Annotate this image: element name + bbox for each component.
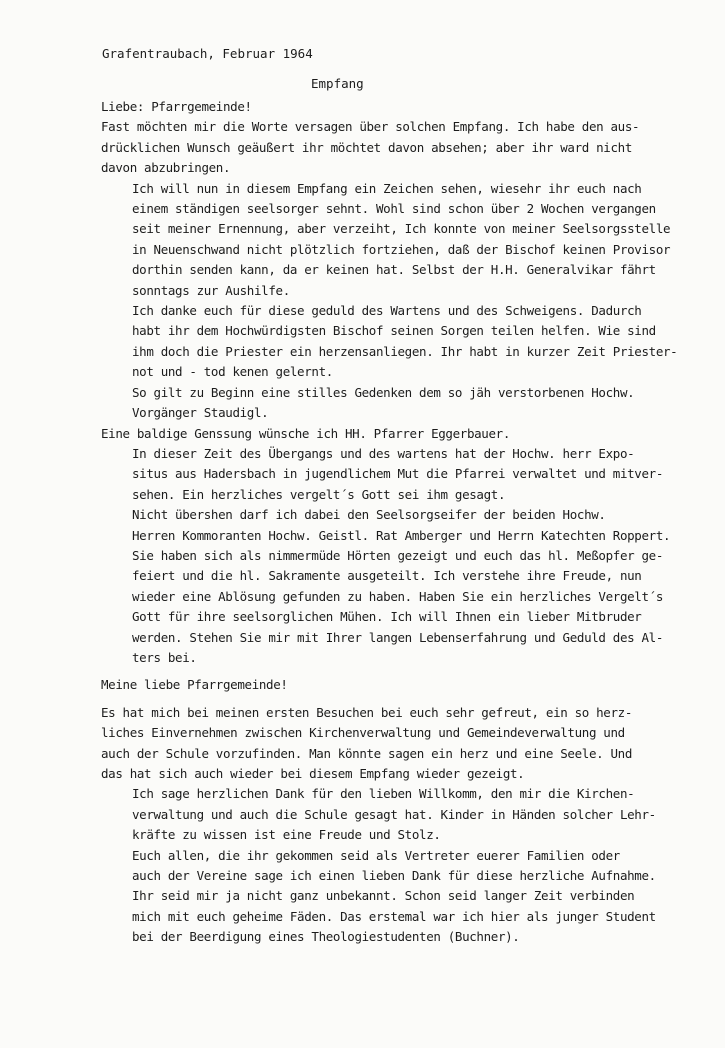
text-line: situs aus Hadersbach in jugendlichem Mut die Pfarrei verwaltet und mitver-	[132, 466, 663, 482]
paragraph	[101, 301, 701, 383]
text-line: einem ständigen seelsorger sehnt. Wohl sind schon über 2 Wochen vergangen	[132, 201, 656, 217]
text-line: sonntags zur Aushilfe.	[132, 282, 290, 298]
letter-title: Empfang	[311, 76, 364, 91]
text-line: Ihr seid mir ja nicht ganz unbekannt. Schon seid langer Zeit verbinden	[132, 888, 635, 904]
paragraph	[101, 784, 701, 845]
text-line: werden. Stehen Sie mir mit Ihrer langen Lebenserfahrung und Geduld des Al-	[132, 629, 663, 645]
text-line: Nicht übershen darf ich dabei den Seelsorgseifer der beiden Hochw.	[132, 507, 606, 523]
letter-body	[101, 97, 701, 948]
text-line: ihm doch die Priester ein herzensanliegen. Ihr habt in kurzer Zeit Priester-	[132, 343, 678, 359]
paragraph	[101, 703, 701, 785]
text-line: auch der Schule vorzufinden. Man könnte sagen ein herz und eine Seele. Und	[101, 745, 632, 761]
text-line: Euch allen, die ihr gekommen seid als Vertreter euerer Familien oder	[132, 847, 620, 863]
text-line: Fast möchten mir die Worte versagen über solchen Empfang. Ich habe den aus-	[101, 119, 640, 135]
text-line: Liebe: Pfarrgemeinde!	[101, 99, 252, 114]
text-line: bei der Beerdigung eines Theologiestudenten (Buchner).	[132, 929, 520, 945]
text-line: habt ihr dem Hochwürdigsten Bischof seinen Sorgen teilen helfen. Wie sind	[132, 323, 656, 339]
place-date: Grafentraubach, Februar 1964	[102, 46, 313, 61]
text-line: seit meiner Ernennung, aber verzeiht, Ich konnte von meiner Seelsorgsstelle	[132, 221, 671, 237]
paragraph	[101, 675, 701, 695]
text-line: In dieser Zeit des Übergangs und des wartens hat der Hochw. herr Expo-	[132, 445, 635, 461]
text-line: Ich will nun in diesem Empfang ein Zeichen sehen, wiesehr ihr euch nach	[132, 180, 642, 196]
paragraph	[101, 97, 701, 117]
text-line: ters bei.	[132, 649, 197, 665]
paragraph	[101, 505, 701, 668]
paragraph	[101, 383, 701, 424]
text-line: Es hat mich bei meinen ersten Besuchen bei euch sehr gefreut, ein so herz-	[101, 704, 632, 720]
text-line: drücklichen Wunsch geäußert ihr möchtet davon absehen; aber ihr ward nicht	[101, 139, 632, 155]
text-line: mich mit euch geheime Fäden. Das erstemal war ich hier als junger Student	[132, 908, 656, 924]
text-line: Eine baldige Genssung wünsche ich HH. Pfarrer Eggerbauer.	[101, 425, 511, 441]
text-line: dorthin senden kann, da er keinen hat. Selbst der H.H. Generalvikar fährt	[132, 262, 656, 278]
paragraph	[101, 179, 701, 301]
paragraph	[101, 846, 701, 887]
text-line: sehen. Ein herzliches vergelt´s Gott sei ihm gesagt.	[132, 486, 506, 502]
text-line: feiert und die hl. Sakramente ausgeteilt. Ich verstehe ihre Freude, nun	[132, 568, 642, 584]
text-line: Meine liebe Pfarrgemeinde!	[101, 677, 288, 693]
paragraph	[101, 424, 701, 444]
text-line: davon abzubringen.	[101, 160, 231, 176]
text-line: in Neuenschwand nicht plötzlich fortziehen, daß der Bischof keinen Provisor	[132, 241, 671, 257]
text-line: So gilt zu Beginn eine stilles Gedenken dem so jäh verstorbenen Hochw.	[132, 384, 635, 400]
text-line: verwaltung und auch die Schule gesagt hat. Kinder in Händen solcher Lehr-	[132, 806, 656, 822]
text-line: Gott für ihre seelsorglichen Mühen. Ich will Ihnen ein lieber Mitbruder	[132, 609, 642, 625]
text-line: Sie haben sich als nimmermüde Hörten gezeigt und euch das hl. Meßopfer ge-	[132, 547, 663, 563]
paragraph	[101, 444, 701, 505]
text-line: kräfte zu wissen ist eine Freude und Stolz.	[132, 827, 441, 843]
text-line: auch der Vereine sage ich einen lieben Dank für diese herzliche Aufnahme.	[132, 868, 656, 884]
text-line: Ich sage herzlichen Dank für den lieben Willkomm, den mir die Kirchen-	[132, 786, 635, 802]
text-line: not und - tod kenen gelernt.	[132, 364, 333, 380]
text-line: Ich danke euch für diese geduld des Wartens und des Schweigens. Dadurch	[132, 303, 642, 319]
text-line: Herren Kommoranten Hochw. Geistl. Rat Amberger und Herrn Katechten Roppert.	[132, 527, 671, 543]
paragraph	[101, 886, 701, 947]
text-line: das hat sich auch wieder bei diesem Empfang wieder gezeigt.	[101, 766, 525, 781]
paragraph	[101, 117, 701, 178]
text-line: wieder eine Ablösung gefunden zu haben. Haben Sie ein herzliches Vergelt´s	[132, 588, 663, 604]
text-line: liches Einvernehmen zwischen Kirchenverwaltung und Gemeindeverwaltung und	[101, 725, 625, 741]
text-line: Vorgänger Staudigl.	[132, 405, 269, 421]
